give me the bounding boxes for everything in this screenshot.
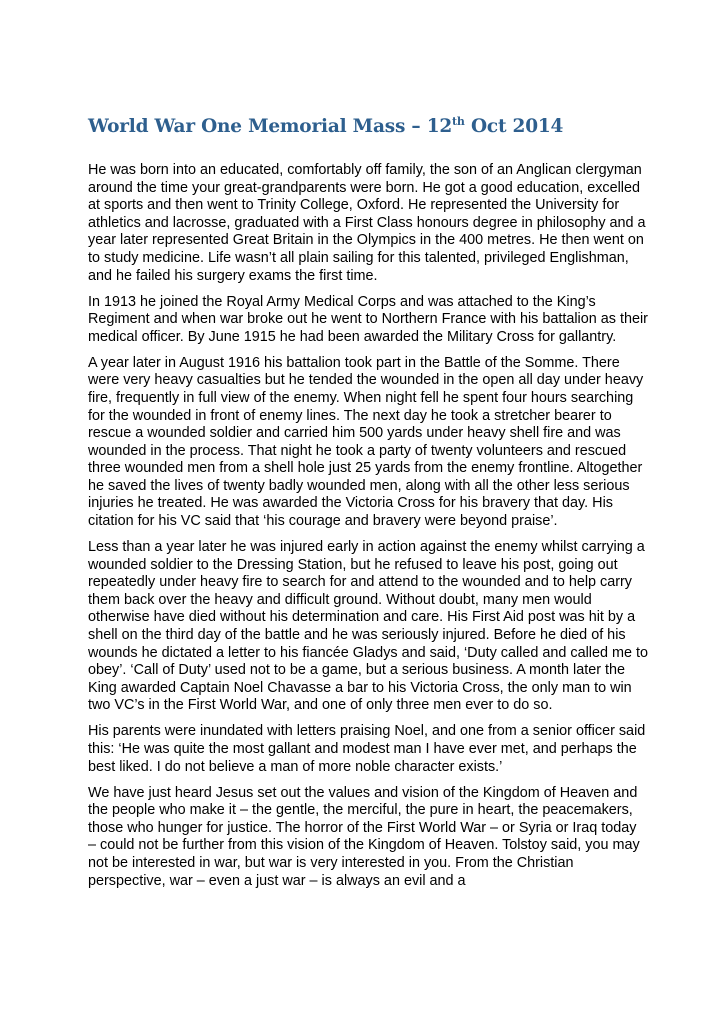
paragraph-parents-letters: His parents were inundated with letters praising Noel, and one from a senior officer said this: ‘He was quite the most gallant and modest man I have ever met, and perhaps the best liked. I do not believe a man of more noble character exists.’ bbox=[88, 723, 646, 775]
document-title bbox=[88, 116, 563, 137]
paragraph-early-life: He was born into an educated, comfortably off family, the son of an Anglican clergyman around the time your great-grandparents were born. He got a good education, excelled at sports and then went to Trinity College, Oxford. He represented the University for athletics and lacrosse, graduated with a First Class honours degree in philosophy and a year later represented Great Britain in the Olympics in the 400 metres. He then went on to study medicine. Life wasn’t all plain sailing for this talented, privileged Englishman, and he failed his surgery exams the first time. bbox=[88, 162, 646, 284]
title-end-text: Oct 2014 bbox=[464, 116, 564, 137]
title-main-text: World War One Memorial Mass – 12 bbox=[88, 116, 453, 137]
document-body bbox=[88, 162, 648, 899]
paragraph-battle-of-somme: A year later in August 1916 his battalion took part in the Battle of the Somme. There were very heavy casualties but he tended the wounded in the open all day under heavy fire, frequently in full view of the enemy. When night fell he spent four hours searching for the wounded in front of enemy lines. The next day he took a stretcher bearer to rescue a wounded soldier and carried him 500 yards under heavy shell fire and was wounded in the process. That night he took a party of twenty volunteers and rescued three wounded men from a shell hole just 25 yards from the enemy frontline. Altogether he saved the lives of twenty badly wounded men, along with all the other less serious injuries he treated. He was awarded the Victoria Cross for his bravery that day. His citation for his VC said that ‘his courage and bravery were beyond praise’. bbox=[88, 354, 644, 530]
paragraph-kingdom-of-heaven: We have just heard Jesus set out the values and vision of the Kingdom of Heaven and the people who make it – the gentle, the merciful, the pure in heart, the peacemakers, those who hunger for justice. The horror of the First World War – or Syria or Iraq today – could not be further from this vision of the Kingdom of Heaven. Tolstoy said, you may not be interested in war, but war is very interested in you. From the Christian perspective, war – even a just war – is always an evil and a bbox=[88, 784, 640, 889]
paragraph-death-and-second-vc: Less than a year later he was injured early in action against the enemy whilst carrying a wounded soldier to the Dressing Station, but he refused to leave his post, going out repeatedly under heavy fire to search for and attend to the wounded and to help carry them back over the heavy and difficult ground. Without doubt, many men would otherwise have died without his determination and care. His First Aid post was hit by a shell on the third day of the battle and he was seriously injured. Before he died of his wounds he dictated a letter to his fiancée Gladys and said, ‘Duty called and called me to obey’. ‘Call of Duty’ used not to be a game, but a serious business. A month later the King awarded Captain Noel Chavasse a bar to his Victoria Cross, the only man to win two VC’s in the First World War, and one of only three men ever to do so. bbox=[88, 539, 648, 714]
paragraph-army-medical-corps: In 1913 he joined the Royal Army Medical Corps and was attached to the King’s Regiment and when war broke out he went to Northern France with his battalion as their medical officer. By June 1915 he had been awarded the Military Cross for gallantry. bbox=[88, 293, 648, 345]
title-ordinal-suffix: th bbox=[452, 115, 465, 128]
